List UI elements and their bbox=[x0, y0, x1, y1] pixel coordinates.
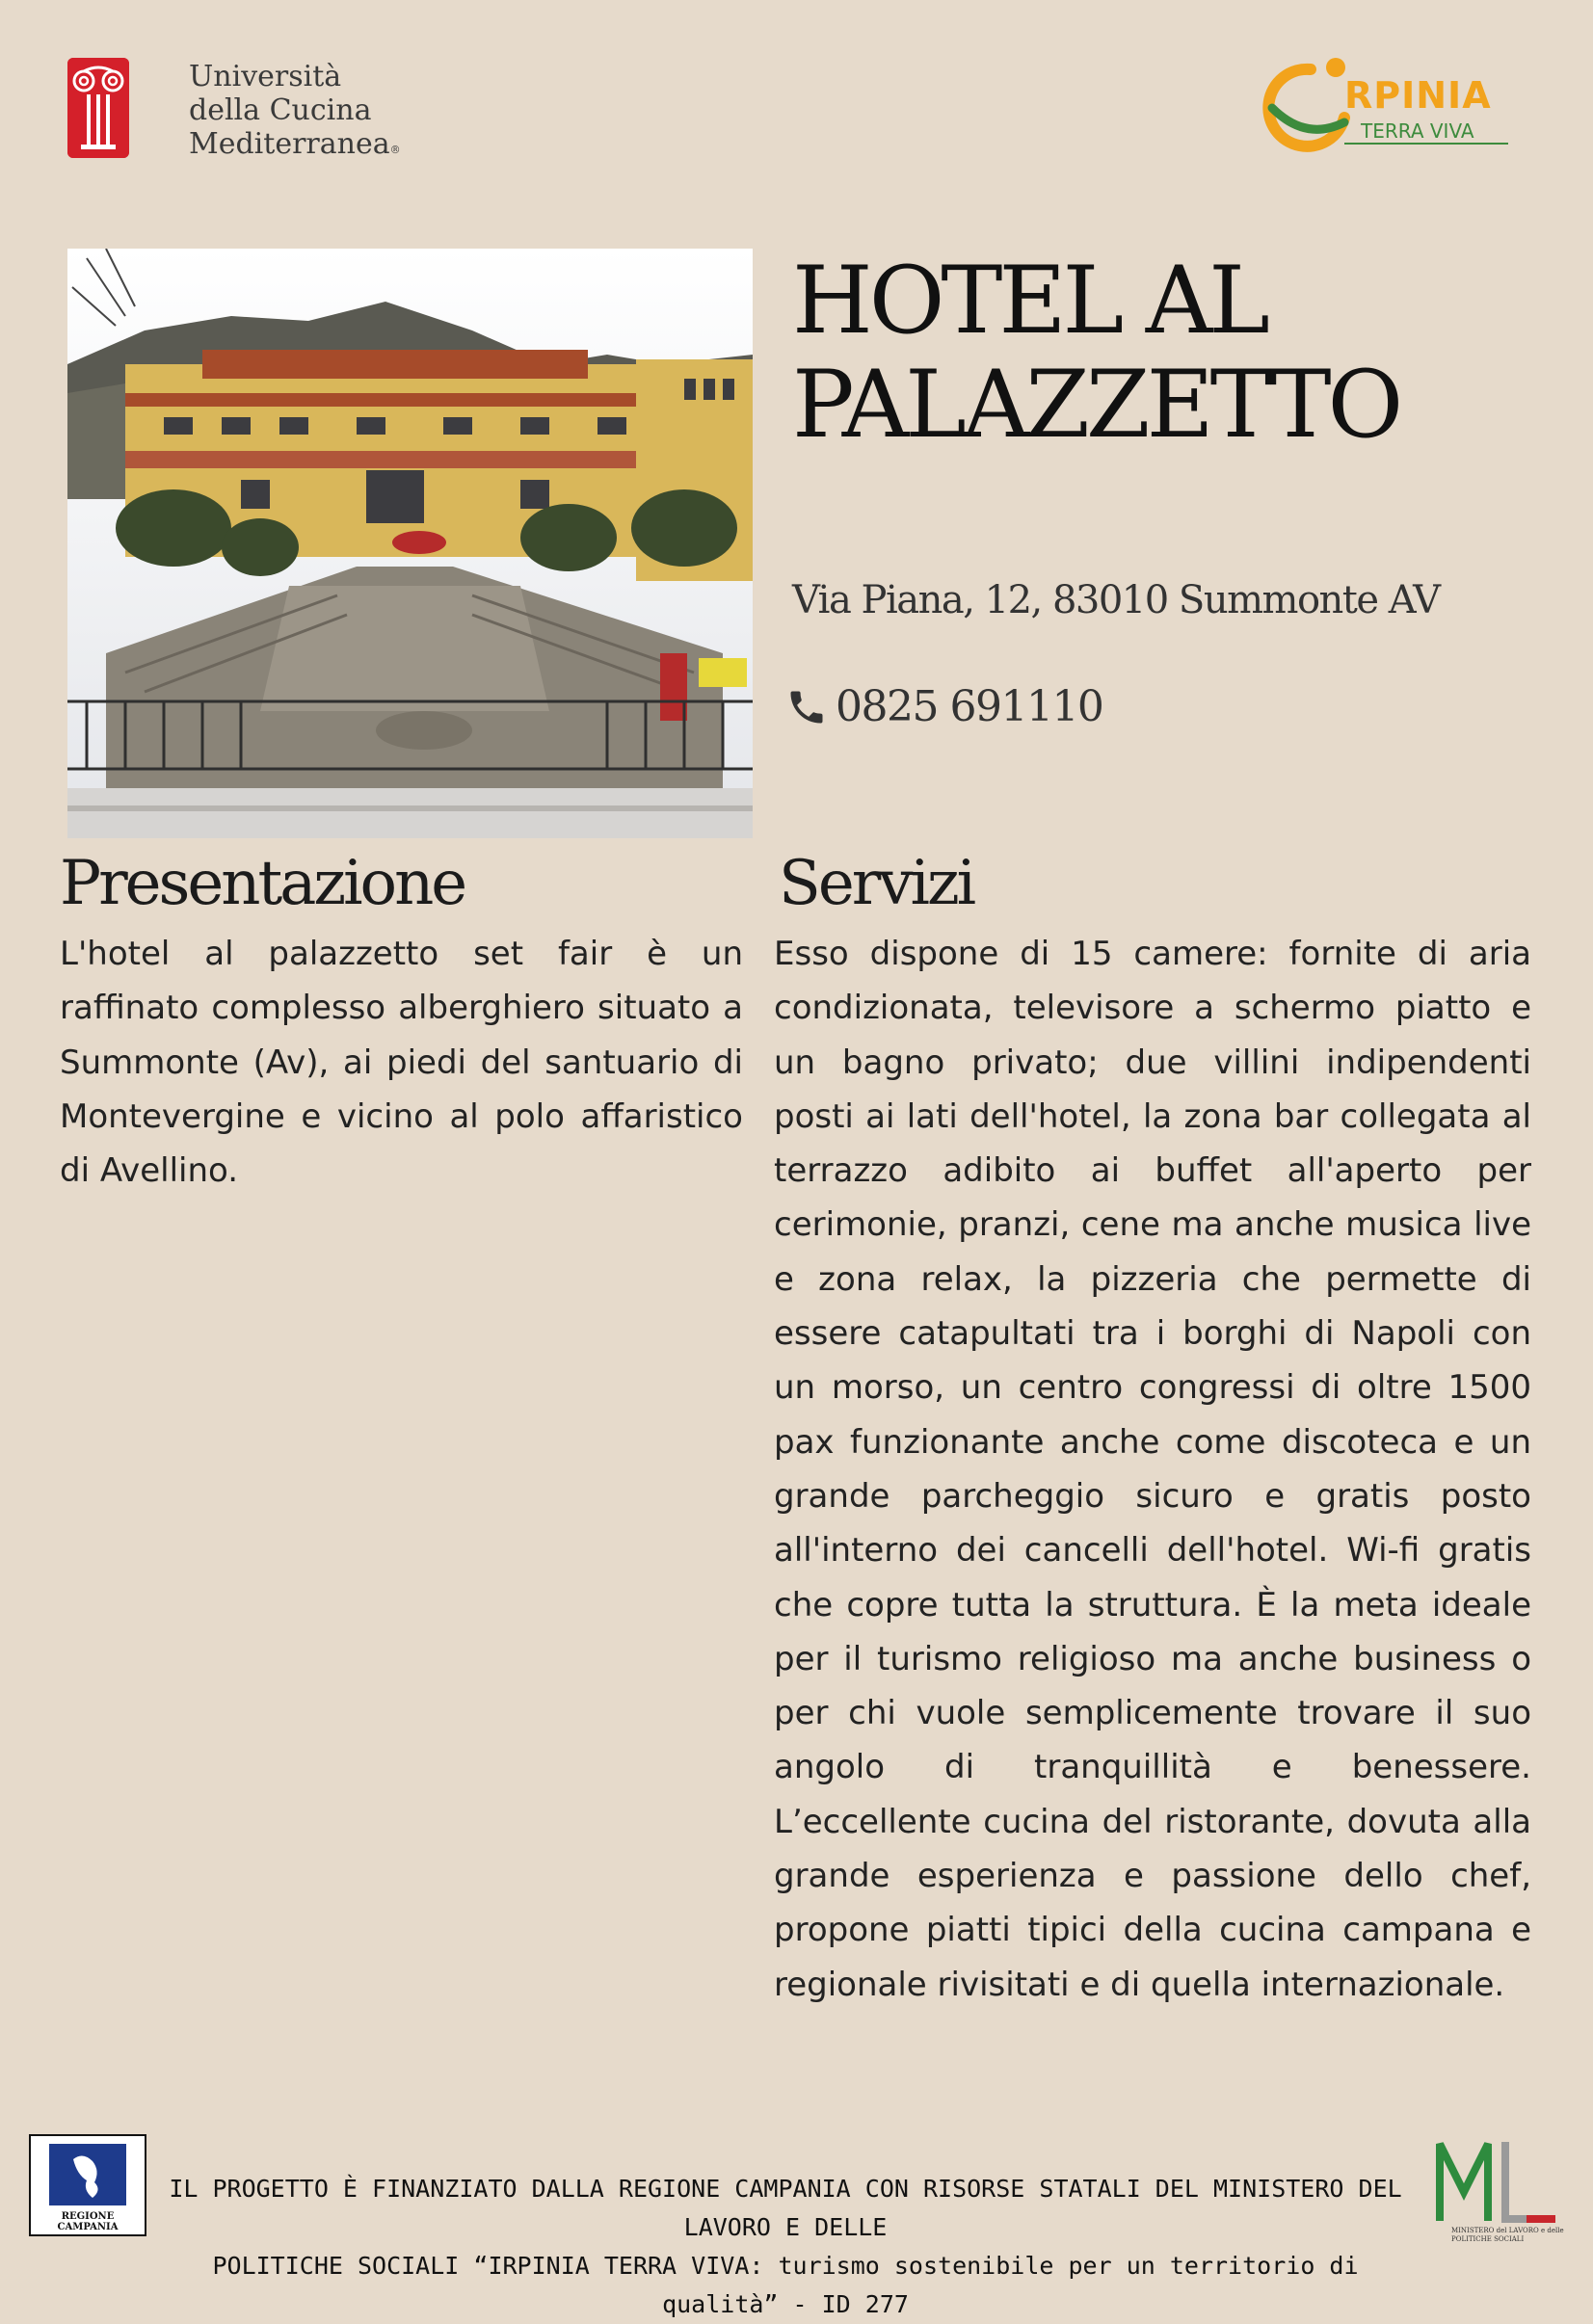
irpinia-subtitle: TERRA VIVA bbox=[1361, 119, 1474, 143]
irpinia-logo bbox=[1253, 50, 1513, 156]
phone-icon bbox=[785, 686, 828, 728]
hotel-title-line-1: HOTEL AL bbox=[792, 247, 1266, 355]
ucm-line-3 bbox=[189, 127, 401, 167]
hotel-photo bbox=[67, 249, 753, 838]
footer-line-1: IL PROGETTO È FINANZIATO DALLA REGIONE CAMPANIA CON RISORSE STATALI DEL MINISTERO DEL LAVORO E DELLE bbox=[169, 2175, 1402, 2241]
irpinia-underline bbox=[1344, 143, 1508, 145]
servizi-heading: Servizi bbox=[779, 848, 974, 919]
ucm-line-3-text: Mediterranea bbox=[189, 127, 390, 161]
ucm-logo bbox=[67, 58, 401, 164]
irpinia-name: RPINIA bbox=[1344, 74, 1492, 117]
hotel-phone-number: 0825 691110 bbox=[836, 682, 1103, 731]
regione-campania-logo bbox=[29, 2134, 146, 2236]
ucm-wordmark bbox=[189, 60, 401, 167]
registered-mark: ® bbox=[389, 144, 401, 156]
servizi-text: Esso dispone di 15 camere: fornite di aria condizionata, televisore a schermo piatto e un bagno privato; due villini indipendenti posti ai lati dell'hotel, la zona bar collegata al terrazzo adibito ai buffet all'aperto per cerimonie, pranzi, cene ma anche musica live e zona relax, la pizzeria che permette di essere catapultati tra i borghi di Napoli con un morso, un centro congressi di oltre 1500 pax funzionante anche come discoteca e un grande parcheggio sicuro e gratis posto all'interno dei cancelli dell'hotel. Wi-fi gratis che copre tutta la struttura. È la meta ideale per il turismo religioso ma anche business o per chi vuole semplicemente trovare il suo angolo di tranquillità e benessere. L’eccellente cucina del ristorante, dovuta alla grande esperienza e passione dello chef, propone piatti tipici della cucina campana e regionale rivisitati e di quella internazionale. bbox=[774, 935, 1531, 2004]
ucm-line-2: della Cucina bbox=[189, 93, 372, 127]
footer-line-2: POLITICHE SOCIALI “IRPINIA TERRA VIVA: turismo sostenibile per un territorio di qualità” - ID 277 bbox=[212, 2252, 1359, 2318]
ministero-label: MINISTERO del LAVORO e delle POLITICHE SOCIALI bbox=[1451, 2227, 1564, 2243]
hotel-title bbox=[792, 249, 1399, 457]
hotel-title-line-2: PALAZZETTO bbox=[792, 351, 1400, 459]
ucm-line-1: Università bbox=[189, 60, 342, 93]
hotel-address: Via Piana, 12, 83010 Summonte AV bbox=[792, 578, 1440, 622]
hotel-phone bbox=[785, 682, 1102, 731]
regione-label: REGIONE CAMPANIA bbox=[57, 2211, 119, 2232]
irpinia-swirl-icon bbox=[1253, 50, 1359, 156]
presentazione-heading: Presentazione bbox=[60, 848, 465, 919]
presentazione-text: L'hotel al palazzetto set fair è un raffinato complesso alberghiero situato a Summonte (Av), ai piedi del santuario di Montevergine e vicino al polo affaristico di Avellino. bbox=[60, 935, 743, 1191]
column-icon bbox=[67, 58, 129, 158]
ministero-logo bbox=[1430, 2134, 1565, 2245]
ml-monogram-icon bbox=[1430, 2134, 1565, 2226]
regione-crest-icon bbox=[44, 2142, 131, 2209]
footer-funding-note bbox=[164, 2170, 1407, 2324]
